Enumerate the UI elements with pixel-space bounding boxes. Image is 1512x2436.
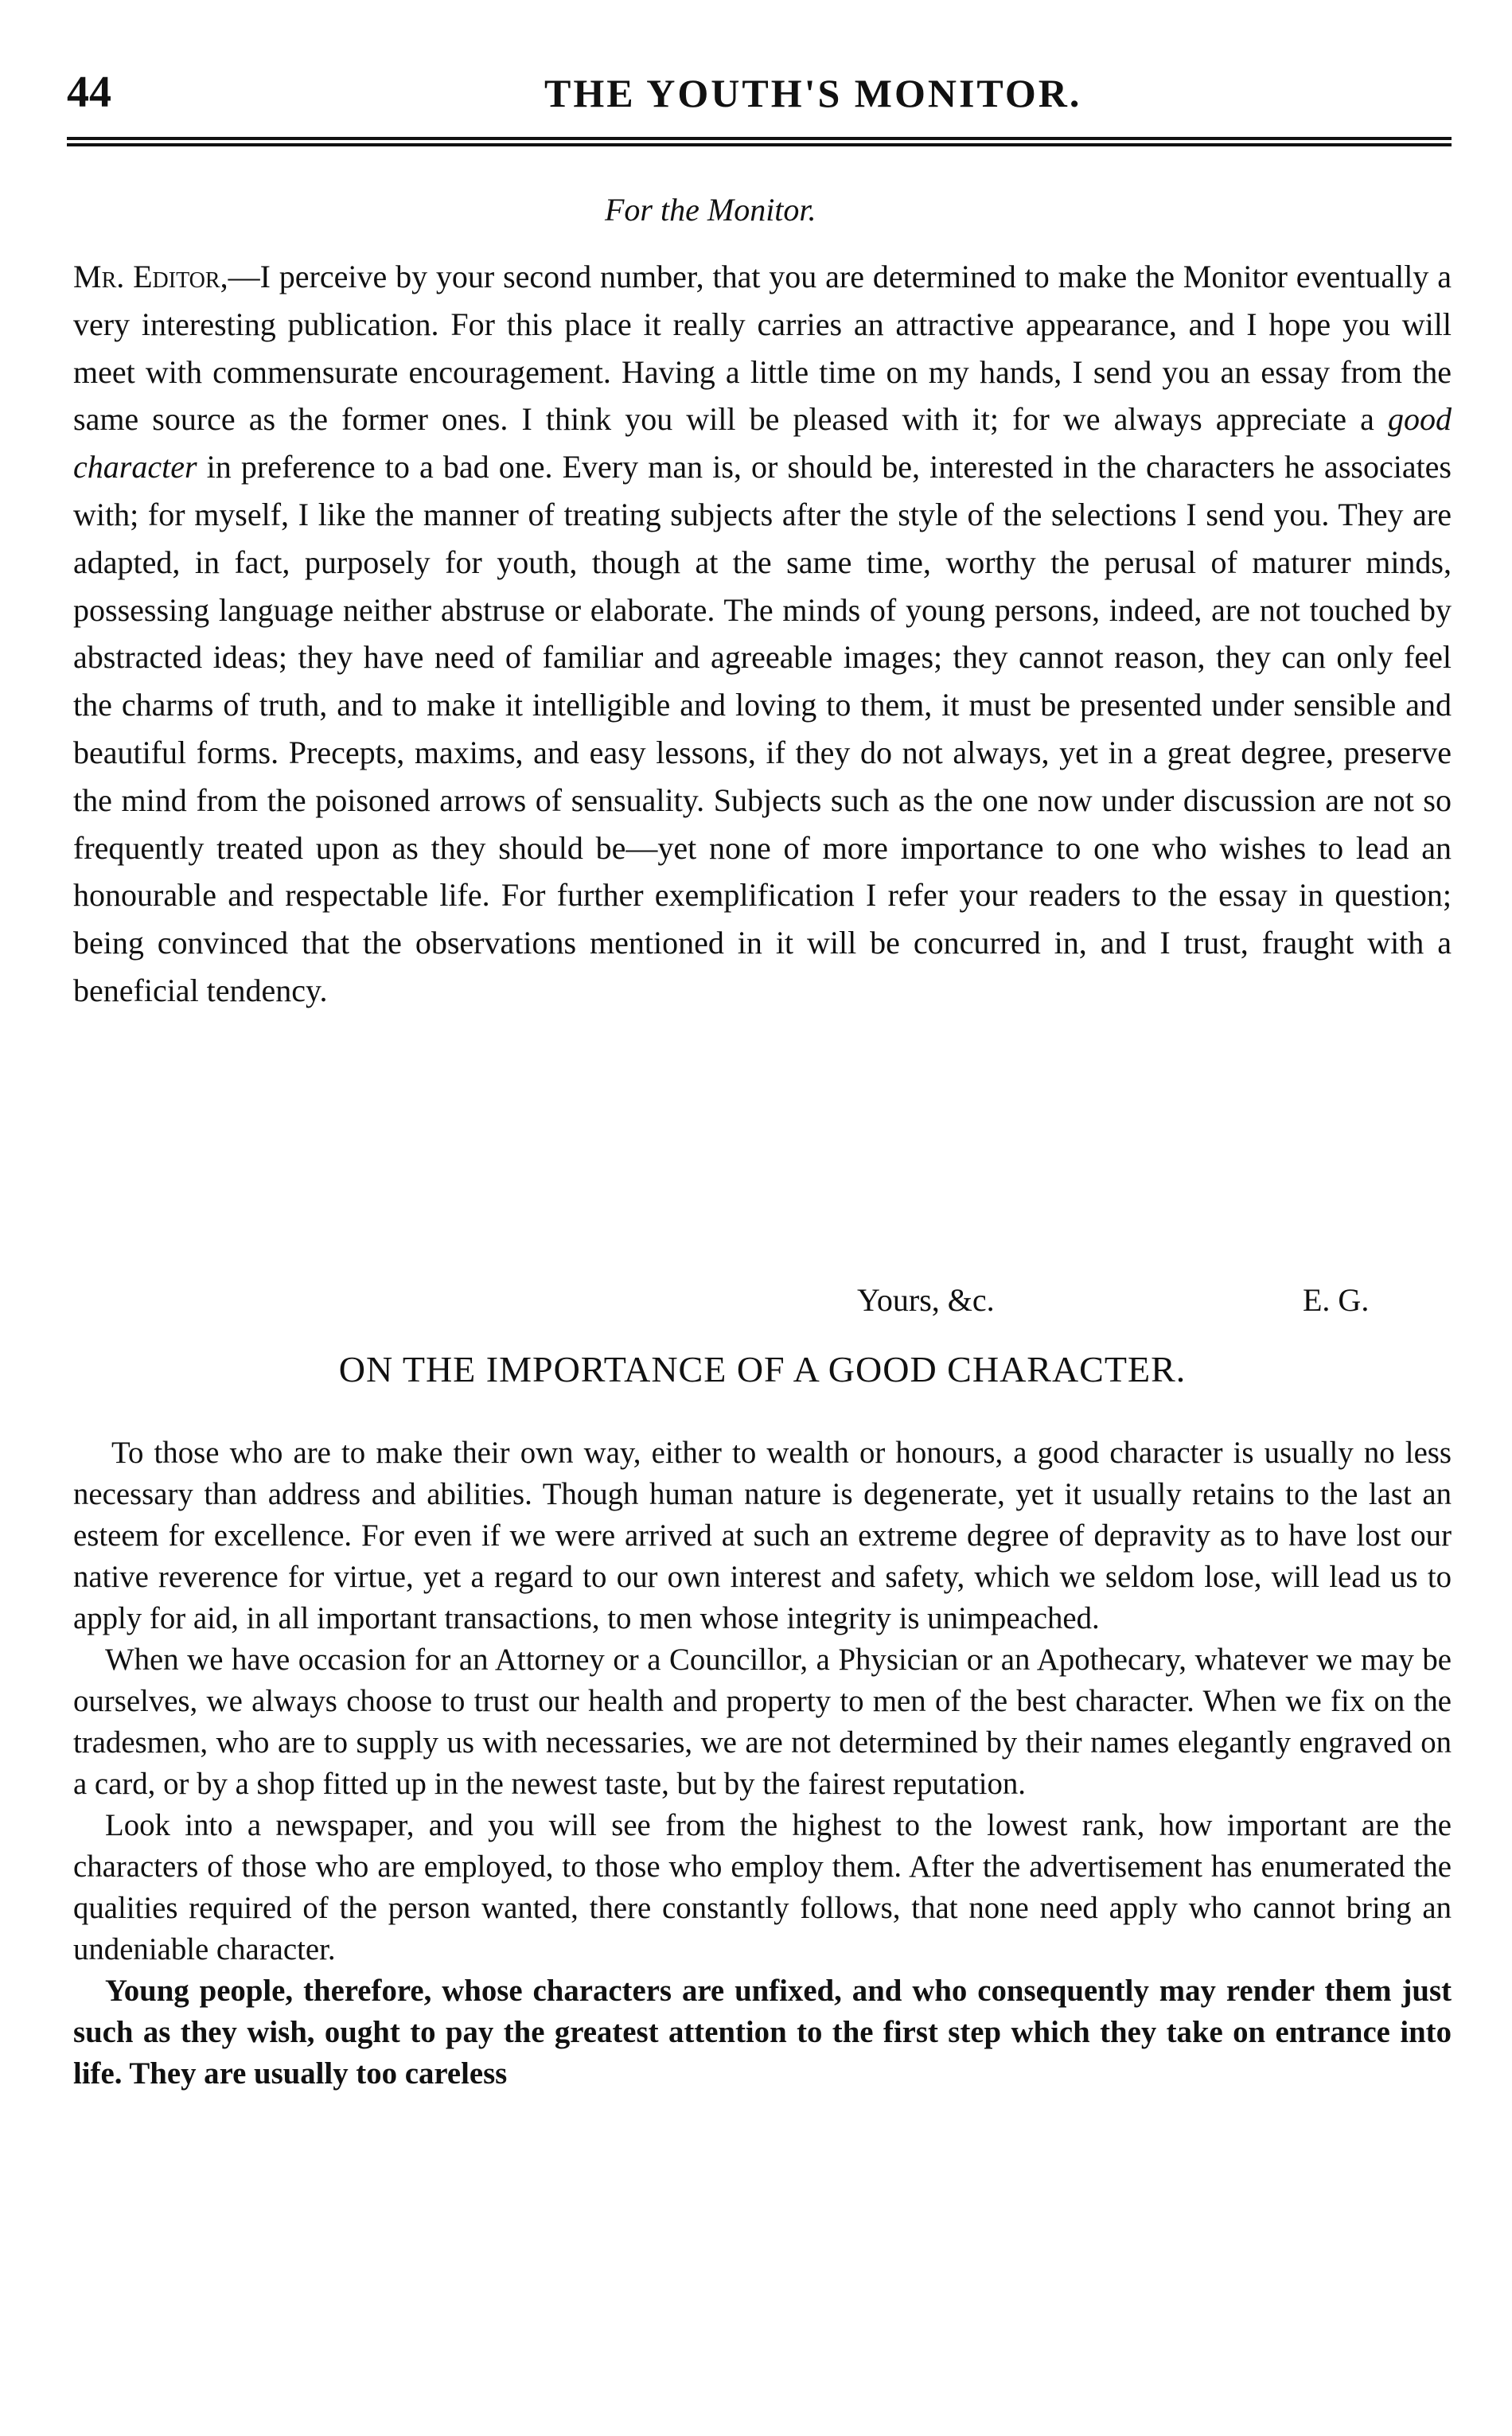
letter-text-part: —I perceive by your second number, that you are determined to make the Monitor eventually a very interesting publication. For this place it really carries an attractive appearance, and I hope you will meet with commensurate encouragement. Having a little time on my hands, I send you an essay from the same source as the former ones. I think you will be pleased with it; for we always appreciate a (73, 259, 1452, 438)
essay-paragraph: Look into a newspaper, and you will see from the highest to the lowest rank, how important are the characters of those who are employed, to those who employ them. After the advertisement has enumerated the qualities required of the person wanted, there constantly follows, that none need apply who cannot bring an undeniable character. (73, 1808, 1452, 1966)
letter-signature (73, 1281, 1452, 1329)
letter-initials: E. G. (1303, 1282, 1370, 1318)
essay-paragraph: When we have occasion for an Attorney or a Councillor, a Physician or an Apothecary, whatever we may be ourselves, we always choose to trust our health and property to men of the best character. When we fix on the tradesmen, who are to supply us with necessaries, we are not determined by their names elegantly engraved on a card, or by a shop fitted up in the newest taste, but by the fairest reputation. (73, 1643, 1452, 1801)
letter-salutation: Mr. Editor, (73, 259, 228, 294)
running-head (67, 67, 1452, 123)
letter-heading: For the Monitor. (605, 192, 816, 228)
essay-title: ON THE IMPORTANCE OF A GOOD CHARACTER. (338, 1349, 1187, 1389)
letter-body (73, 253, 1452, 1015)
letter-emphasis: good character (73, 401, 1452, 485)
header-rule (67, 137, 1452, 150)
essay-body (73, 1432, 1452, 2095)
essay-paragraph: Young people, therefore, whose characters are unfixed, and who consequently may render them just such as they wish, ought to pay the greatest attention to the first step which they take on entrance into life. They are usually too careless (73, 1974, 1452, 2091)
header-rule-line (67, 143, 1452, 146)
letter-closing: Yours, &c. (857, 1282, 995, 1318)
letter-paragraph (73, 253, 1452, 1015)
page-number: 44 (67, 68, 111, 117)
running-title: THE YOUTH'S MONITOR. (544, 71, 1082, 115)
essay-paragraph: To those who are to make their own way, either to wealth or honours, a good character is usually no less necessary than address and abilities. Though human nature is degenerate, yet it usually retains to the last an esteem for excellence. For even if we were arrived at such an extreme degree of depravity as to have lost our native reverence for virtue, yet a regard to our own interest and safety, which we seldom lose, will lead us to apply for aid, in all important transactions, to men whose integrity is unimpeached. (73, 1436, 1452, 1635)
header-rule-line (67, 137, 1452, 140)
letter-text-part: in preference to a bad one. Every man is, or should be, interested in the characters he associates with; for myself, I like the manner of treating subjects after the style of the selections I send you. They are adapted, in fact, purposely for youth, though at the same time, worthy the perusal of maturer minds, possessing language neither abstruse or elaborate. The minds of young persons, indeed, are not touched by abstracted ideas; they have need of familiar and agreeable images; they cannot reason, they can only feel the charms of truth, and to make it intelligible and loving to them, it must be presented under sensible and beautiful forms. Precepts, maxims, and easy lessons, if they do not always, yet in a great degree, preserve the mind from the poisoned arrows of sensuality. Subjects such as the one now under discussion are not so frequently treated upon as they should be—yet none of more importance to one who wishes to lead an honourable and respectable life. For further exemplification I refer your readers to the essay in question; being convinced that the observations mentioned in it will be concurred in, and I trust, fraught with a beneficial tendency. (73, 449, 1452, 1008)
